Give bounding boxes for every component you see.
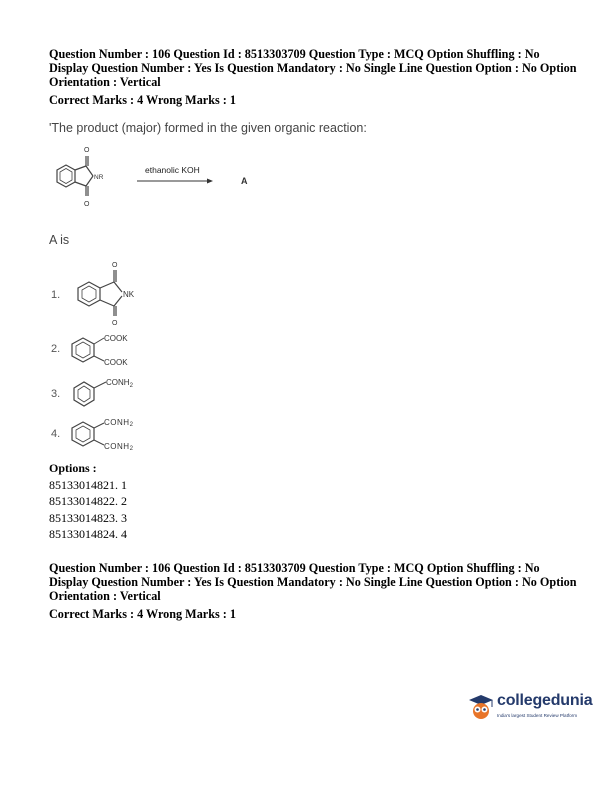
option-item-4: 85133014824. 4 [49,527,127,541]
opt1-nk: NK [123,290,135,299]
opt2-group-2: COOK [104,358,128,367]
option-number-4: 4. [51,428,61,440]
question-header-2 [49,561,579,621]
opt1-o-bottom: O [112,320,118,327]
header2-line-1: Question Number : 106 Question Id : 8513303709 Question Type : MCQ Option Shuffling : No [49,561,540,575]
opt4-group-2: CONH2 [104,442,134,452]
option-item-1: 85133014821. 1 [49,477,127,492]
reagent-label: ethanolic KOH [145,165,200,175]
reactant-o-bottom: O [84,201,90,208]
options-header: Options : [49,461,97,475]
options-list [49,460,127,543]
logo-tagline: India's largest Student Review Platform [497,713,578,718]
option-3-structure [70,374,160,410]
option-number-3: 3. [51,388,61,400]
header2-line-2: Display Question Number : Yes Is Question Mandatory : No Single Line Question Option : No Option [49,575,577,589]
header-line-1: Question Number : 106 Question Id : 8513303709 Question Type : MCQ Option Shuffling : No [49,47,540,61]
question-header [49,47,579,107]
option-1-structure [74,258,154,328]
opt2-group-1: COOK [104,334,128,343]
reaction-scheme [49,140,279,220]
product-label: A [241,176,248,186]
reaction-arrow-icon [207,179,213,184]
logo-wordmark: collegedunia [497,692,593,709]
header-line-2: Display Question Number : Yes Is Question Mandatory : No Single Line Question Option : No Option [49,61,577,75]
option-number-1: 1. [51,289,61,301]
option-item-3: 85133014823. 3 [49,510,127,525]
opt3-group: $CONH_2$ [106,378,133,389]
marks-line-2: Correct Marks : 4 Wrong Marks : 1 [49,607,236,621]
option-2-structure [66,330,156,370]
header2-line-3: Orientation : Vertical [49,589,161,603]
option-4-structure [66,414,156,454]
a-is-label: A is [49,233,70,247]
collegedunia-logo [466,690,591,730]
marks-line: Correct Marks : 4 Wrong Marks : 1 [49,93,236,107]
question-text: 'The product (major) formed in the given organic reaction: [49,121,367,135]
opt4-group-1: CONH2 [104,418,134,428]
option-item-2: 85133014822. 2 [49,494,127,508]
header-line-3: Orientation : Vertical [49,75,161,89]
reactant-nr: NR [94,174,104,181]
opt1-o-top: O [112,262,118,269]
graduate-owl-icon [466,692,496,722]
reactant-o-top: O [84,147,90,154]
option-number-2: 2. [51,343,61,355]
